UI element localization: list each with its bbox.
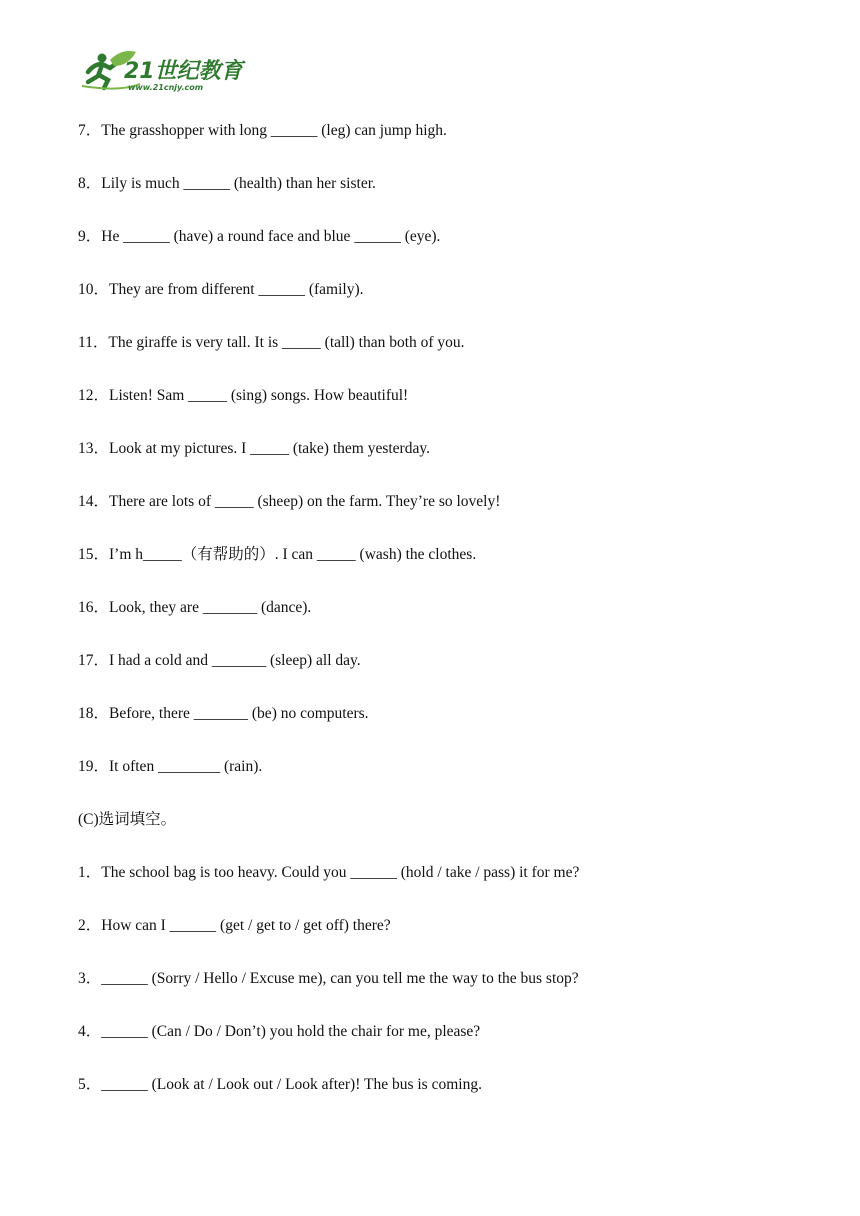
exercise-line-10: 10．They are from different ______ (family). [78,281,364,298]
exercise-line-12: 12．Listen! Sam _____ (sing) songs. How beautiful! [78,387,409,404]
choice-line-1: 1．The school bag is too heavy. Could you ______ (hold / take / pass) it for me? [78,864,580,881]
choice-line-3: 3．______ (Sorry / Hello / Excuse me), can you tell me the way to the bus stop? [78,970,579,987]
exercise-line-17: 17．I had a cold and _______ (sleep) all day. [78,652,361,669]
exercise-list [78,118,798,1125]
exercise-line-15: 15．I’m h_____（有帮助的）. I can _____ (wash) the clothes. [78,546,477,563]
exercise-line-14: 14．There are lots of _____ (sheep) on the farm. They’re so lovely! [78,493,501,510]
choice-line-4: 4．______ (Can / Do / Don’t) you hold the chair for me, please? [78,1023,481,1040]
exercise-line-16: 16．Look, they are _______ (dance). [78,599,312,616]
choice-line-5: 5．______ (Look at / Look out / Look after)! The bus is coming. [78,1076,482,1093]
exercise-line-13: 13．Look at my pictures. I _____ (take) them yesterday. [78,440,430,457]
logo-url-text: www.21cnjy.com [128,83,204,92]
site-logo [80,46,260,94]
exercise-line-7: 7．The grasshopper with long ______ (leg) can jump high. [78,122,447,139]
exercise-line-19: 19．It often ________ (rain). [78,758,263,775]
exercise-line-11: 11．The giraffe is very tall. It is _____ (tall) than both of you. [78,334,465,351]
section-heading-c: (C)选词填空。 [78,811,177,828]
choice-line-2: 2．How can I ______ (get / get to / get off) there? [78,917,391,934]
logo-text: 21世纪教育 [124,59,243,84]
runner-logo-icon [80,46,260,94]
exercise-line-9: 9．He ______ (have) a round face and blue ______ (eye). [78,228,441,245]
exercise-line-8: 8．Lily is much ______ (health) than her sister. [78,175,376,192]
exercise-line-18: 18．Before, there _______ (be) no computers. [78,705,369,722]
